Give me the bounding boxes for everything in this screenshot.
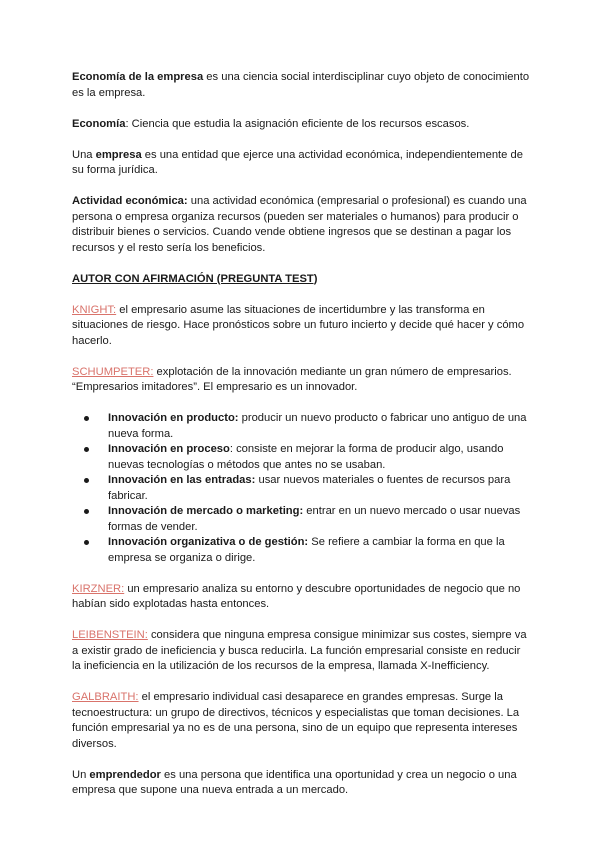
author-name: LEIBENSTEIN: [72, 629, 148, 641]
term: Innovación en las entradas: [108, 474, 256, 486]
definition-text: una actividad económica (empresarial o profesional) es cuando una persona o empresa organiza recursos (pueden ser materiales o humanos) para producir o distribuir bienes o servicios. Cuando vende obtiene ingresos que se destinan a pagar los recursos y el resto sería los beneficios. [72, 195, 527, 254]
term: Economía de la empresa [72, 71, 204, 83]
prefix-text: Un [72, 768, 90, 781]
term: Innovación en proceso [108, 443, 230, 455]
term: Economía [72, 117, 126, 130]
innovation-list [72, 411, 532, 566]
definition-text: es una entidad que ejerce una actividad económica, independientemente de su forma jurídica. [72, 148, 523, 176]
term: Innovación en producto: [108, 412, 239, 424]
definition-text: es una persona que identifica una oportunidad y crea un negocio o una empresa que supone una nueva entrada a un mercado. [72, 768, 517, 796]
definition-text: es una ciencia social interdisciplinar cuyo objeto de conocimiento es la empresa. [72, 71, 530, 99]
item-text: Se refiere a cambiar la forma en que la empresa se organiza o dirige. [108, 536, 505, 564]
section-heading: AUTOR CON AFIRMACIÓN (PREGUNTA TEST) [72, 272, 318, 285]
author-name: KNIGHT: [72, 303, 117, 316]
list-item [108, 535, 532, 566]
list-item [108, 504, 532, 535]
author-galbraith [72, 690, 532, 752]
item-text: : consiste en mejorar la forma de producir algo, usando nuevas tecnologías o métodos que antes no se usaban. [108, 443, 504, 471]
list-item [108, 411, 532, 442]
definition-economia-empresa [72, 70, 532, 101]
list-item [108, 442, 532, 473]
definition-economia [72, 117, 532, 133]
author-schumpeter [72, 365, 532, 396]
author-text: considera que ninguna empresa consigue minimizar sus costes, siempre va a existir grado de ineficiencia y busca reducirla. La función empresarial consiste en reducir la ineficiencia en la utilización de los recursos de la empresa, llamada X-Inefficiency. [72, 629, 527, 672]
definition-text: : Ciencia que estudia la asignación eficiente de los recursos escasos. [125, 117, 470, 130]
term: Actividad económica: [72, 195, 188, 207]
author-text: el empresario individual casi desaparece en grandes empresas. Surge la tecnoestructura: un grupo de directivos, técnicos y especialistas que toman decisiones. La función empresarial ya no es de una persona, sino de un equipo que representa intereses diversos. [72, 691, 520, 750]
author-kirzner [72, 582, 532, 613]
item-text: producir un nuevo producto o fabricar uno antiguo de una nueva forma. [108, 412, 527, 440]
author-name: GALBRAITH: [72, 691, 139, 703]
author-text: el empresario asume las situaciones de incertidumbre y las transforma en situaciones de riesgo. Hace pronósticos sobre un futuro incierto y decide qué hacer y cómo hacerlo. [72, 303, 525, 347]
term: Innovación de mercado o marketing: [108, 505, 304, 517]
item-text: entrar en un nuevo mercado o usar nuevas formas de vender. [108, 505, 521, 533]
term: empresa [95, 148, 142, 161]
term: Innovación organizativa o de gestión: [108, 536, 309, 548]
author-name: KIRZNER: [72, 582, 125, 595]
item-text: usar nuevos materiales o fuentes de recursos para fabricar. [108, 474, 511, 502]
author-name: SCHUMPETER: [72, 365, 154, 378]
prefix-text: Una [72, 148, 96, 161]
author-text: un empresario analiza su entorno y descubre oportunidades de negocio que no habían sido explotadas hasta entonces. [72, 582, 521, 610]
definition-actividad-economica [72, 194, 532, 256]
definition-emprendedor [72, 768, 532, 799]
author-knight [72, 303, 532, 350]
document-content [72, 70, 532, 799]
author-text: explotación de la innovación mediante un gran número de empresarios. “Empresarios imitadores”. El empresario es un innovador. [72, 365, 512, 393]
term: emprendedor [89, 768, 161, 781]
list-item [108, 473, 532, 504]
definition-empresa [72, 148, 532, 179]
author-leibenstein [72, 628, 532, 675]
